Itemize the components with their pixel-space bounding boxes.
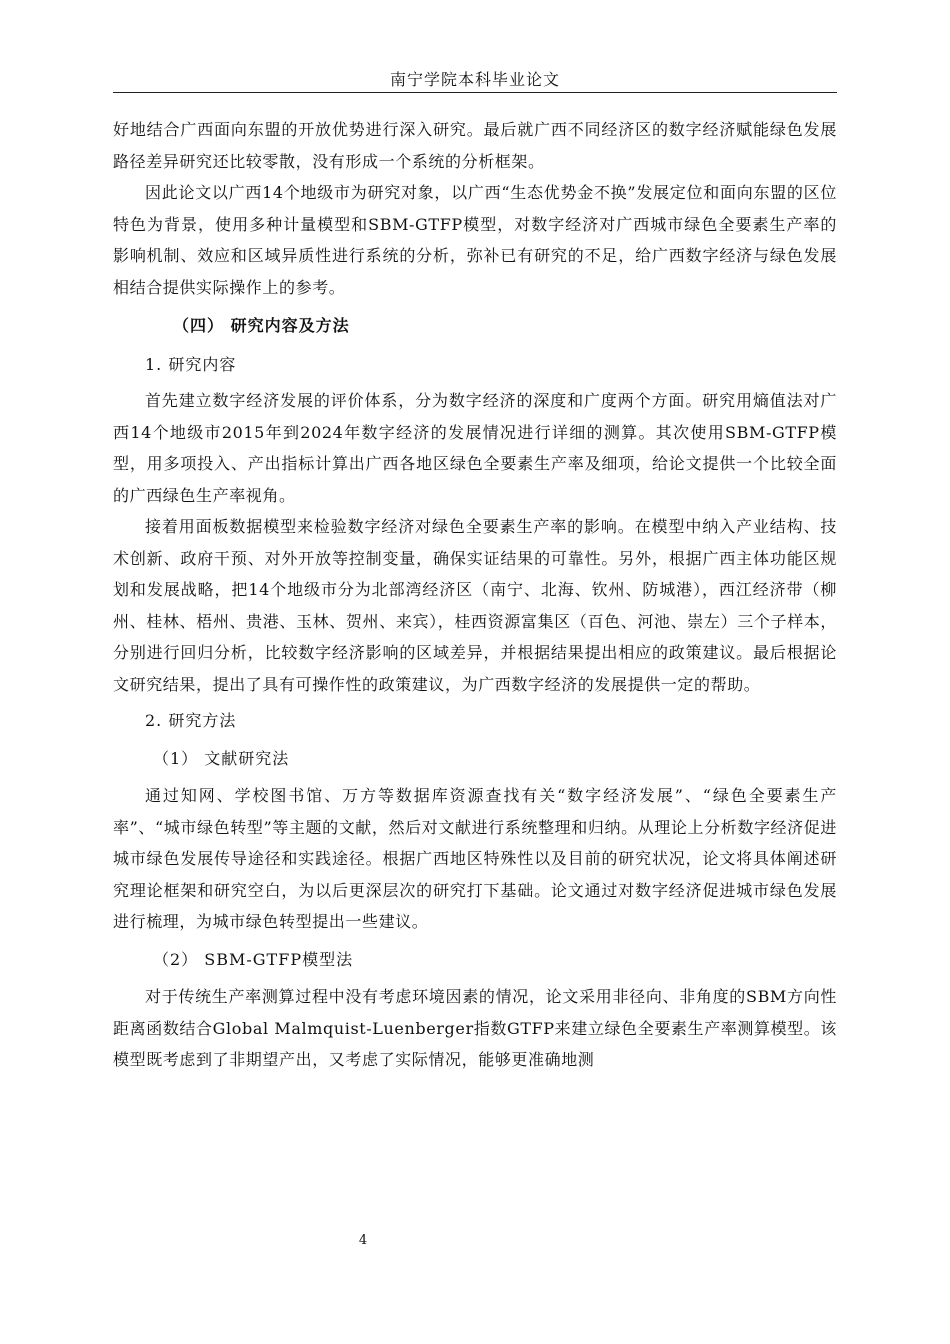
section-heading-content-methods: （四） 研究内容及方法 — [173, 316, 350, 335]
method-heading-sbm-gtfp: （2） SBM-GTFP模型法 — [153, 949, 354, 969]
paragraph-research-object: 因此论文以广西14个地级市为研究对象，以广西“生态优势金不换”发展定位和面向东盟的区位特色为背景，使用多种计量模型和SBM-GTFP模型，对数字经济对广西城市绿色全要素生产率的影响机制、效应和区域异质性进行系统的分析，弥补已有研究的不足，给广西数字经济与绿色发展相结合提供实际操作上的参考。 — [113, 183, 837, 297]
paragraph-panel-model: 接着用面板数据模型来检验数字经济对绿色全要素生产率的影响。在模型中纳入产业结构、技术创新、政府干预、对外开放等控制变量，确保实证结果的可靠性。另外，根据广西主体功能区规划和发展战略，把14个地级市分为北部湾经济区（南宁、北海、钦州、防城港），西江经济带（柳州、桂林、梧州、贵港、玉林、贺州、来宾），桂西资源富集区（百色、河池、崇左）三个子样本，分别进行回归分析，比较数字经济影响的区域差异，并根据结果提出相应的政策建议。最后根据论文研究结果，提出了具有可操作性的政策建议，为广西数字经济的发展提供一定的帮助。 — [113, 517, 837, 694]
paragraph-continuation: 好地结合广西面向东盟的开放优势进行深入研究。最后就广西不同经济区的数字经济赋能绿色发展路径差异研究还比较零散，没有形成一个系统的分析框架。 — [113, 120, 837, 171]
page-body — [113, 114, 837, 1076]
paragraph-literature-method: 通过知网、学校图书馆、万方等数据库资源查找有关“数字经济发展”、“绿色全要素生产率”、“城市绿色转型”等主题的文献，然后对文献进行系统整理和归纳。从理论上分析数字经济促进城市绿色发展传导途径和实践途径。根据广西地区特殊性以及目前的研究状况，论文将具体阐述研究理论框架和研究空白，为以后更深层次的研究打下基础。论文通过对数字经济促进城市绿色发展进行梳理，为城市绿色转型提出一些建议。 — [113, 786, 837, 931]
page-header-title: 南宁学院本科毕业论文 — [389, 70, 560, 89]
subsection-heading-research-methods: 2. 研究方法 — [145, 711, 237, 730]
page-number: 4 — [358, 1233, 368, 1248]
header-divider — [113, 92, 837, 93]
paragraph-sbm-gtfp-method: 对于传统生产率测算过程中没有考虑环境因素的情况，论文采用非径向、非角度的SBM方向性距离函数结合Global Malmquist-Luenberger指数GTFP来建立绿色全要素生产率测算模型。该模型既考虑到了非期望产出，又考虑了实际情况，能够更准确地测 — [113, 987, 837, 1069]
method-heading-literature: （1） 文献研究法 — [153, 748, 290, 768]
paragraph-evaluation-system: 首先建立数字经济发展的评价体系，分为数字经济的深度和广度两个方面。研究用熵值法对广西14个地级市2015年到2024年数字经济的发展情况进行详细的测算。其次使用SBM-GTFP模型，用多项投入、产出指标计算出广西各地区绿色全要素生产率及细项，给论文提供一个比较全面的广西绿色生产率视角。 — [113, 391, 837, 505]
subsection-heading-research-content: 1. 研究内容 — [145, 354, 237, 374]
